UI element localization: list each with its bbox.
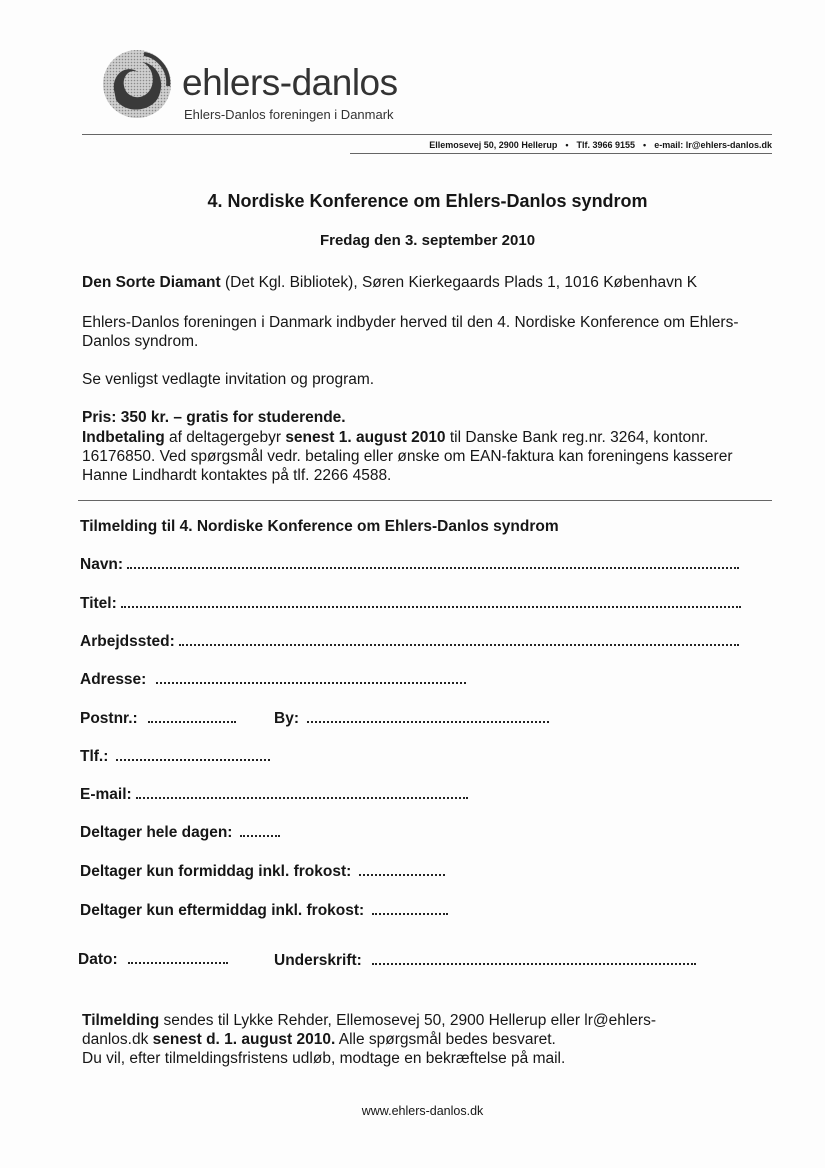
- email-label: E-mail:: [80, 786, 132, 803]
- name-fill-line[interactable]: [127, 564, 739, 569]
- city-fill-line[interactable]: [307, 718, 549, 723]
- full-day-field[interactable]: [80, 824, 280, 842]
- invitation-paragraph: Ehlers-Danlos foreningen i Danmark indbyder herved til den 4. Nordiske Konference om Ehlers-Danlos syndrom.: [82, 314, 739, 350]
- postcode-label: Postnr.:: [80, 710, 138, 727]
- see-attached-text: Se venligst vedlagte invitation og program.: [82, 371, 375, 388]
- afternoon-field[interactable]: [80, 902, 448, 920]
- title-fill-line[interactable]: [121, 603, 741, 608]
- ehlers-danlos-logo-icon: [100, 46, 174, 122]
- morning-fill-line[interactable]: [359, 871, 445, 876]
- event-title: 4. Nordiske Konference om Ehlers-Danlos syndrom: [207, 191, 648, 211]
- contact-separator: •: [643, 140, 647, 150]
- event-date: Fredag den 3. september 2010: [319, 232, 536, 249]
- workplace-fill-line[interactable]: [179, 641, 739, 646]
- brand-name: ehlers-danlos: [182, 62, 398, 103]
- payment-paragraph: [82, 428, 772, 485]
- header-divider: [82, 134, 772, 135]
- postcode-field[interactable]: [80, 710, 236, 728]
- form-heading: Tilmelding til 4. Nordiske Konference om Ehlers-Danlos syndrom: [80, 518, 559, 535]
- confirmation-text: Du vil, efter tilmeldingsfristens udløb, modtage en bekræftelse på mail.: [82, 1050, 566, 1067]
- postcode-fill-line[interactable]: [148, 718, 236, 723]
- payment-deadline: senest 1. august 2010: [285, 429, 446, 446]
- phone-fill-line[interactable]: [116, 756, 270, 761]
- contact-separator: •: [565, 140, 569, 150]
- full-day-label: Deltager hele dagen:: [80, 824, 233, 841]
- contact-address: Ellemosevej 50, 2900 Hellerup: [429, 140, 558, 150]
- form-divider: [78, 500, 772, 501]
- morning-field[interactable]: [80, 863, 445, 881]
- date-label: Dato:: [78, 951, 118, 968]
- registration-text-1: sendes til Lykke Rehder, Ellemosevej 50, 2900 Hellerup eller lr@ehlers-danlos.dk: [82, 1012, 656, 1048]
- address-fill-line[interactable]: [156, 679, 466, 684]
- email-field[interactable]: [80, 786, 468, 804]
- address-label: Adresse:: [80, 671, 147, 688]
- venue-details: (Det Kgl. Bibliotek), Søren Kierkegaards Plads 1, 1016 København K: [220, 274, 698, 291]
- payment-text-1: af deltagergebyr: [164, 429, 286, 446]
- signature-label: Underskrift:: [274, 952, 362, 969]
- date-field[interactable]: [78, 951, 228, 969]
- contact-line: [330, 140, 772, 150]
- price-text: Pris: 350 kr. – gratis for studerende.: [82, 409, 346, 426]
- phone-field[interactable]: [80, 748, 270, 766]
- signature-field[interactable]: [274, 952, 696, 970]
- contact-phone: Tlf. 3966 9155: [576, 140, 636, 150]
- payment-text-2: til Danske Bank reg.nr. 3264, kontonr. 16176850. Ved spørgsmål vedr. betaling eller ønske om EAN-faktura kan foreningens kasserer Hanne Lindhardt kontaktes på tlf. 2266 4588.: [82, 429, 733, 484]
- venue-name: Den Sorte Diamant: [82, 274, 221, 291]
- title-label: Titel:: [80, 595, 117, 612]
- registration-text-2: Alle spørgsmål bedes besvaret.: [335, 1031, 556, 1048]
- registration-label: Tilmelding: [82, 1012, 160, 1029]
- website-link[interactable]: www.ehlers-danlos.dk: [361, 1104, 484, 1118]
- city-label: By:: [274, 710, 299, 727]
- registration-instructions: [82, 1011, 682, 1068]
- date-fill-line[interactable]: [128, 959, 228, 964]
- brand-subtitle: Ehlers-Danlos foreningen i Danmark: [184, 107, 394, 122]
- name-field[interactable]: [80, 556, 739, 574]
- afternoon-label: Deltager kun eftermiddag inkl. frokost:: [80, 902, 365, 919]
- workplace-label: Arbejdssted:: [80, 633, 175, 650]
- name-label: Navn:: [80, 556, 124, 573]
- registration-deadline: senest d. 1. august 2010.: [152, 1031, 336, 1048]
- workplace-field[interactable]: [80, 633, 739, 651]
- signature-fill-line[interactable]: [372, 960, 696, 965]
- price-line: [82, 408, 782, 427]
- contact-underline: [350, 153, 772, 154]
- afternoon-fill-line[interactable]: [372, 910, 448, 915]
- email-fill-line[interactable]: [136, 794, 468, 799]
- contact-email: e-mail: lr@ehlers-danlos.dk: [654, 140, 772, 150]
- payment-label: Indbetaling: [82, 429, 165, 446]
- full-day-fill-line[interactable]: [240, 832, 280, 837]
- title-field[interactable]: [80, 595, 741, 613]
- city-field[interactable]: [274, 710, 549, 728]
- venue-line: [82, 273, 782, 292]
- address-field[interactable]: [80, 671, 466, 689]
- morning-label: Deltager kun formiddag inkl. frokost:: [80, 863, 352, 880]
- phone-label: Tlf.:: [80, 748, 109, 765]
